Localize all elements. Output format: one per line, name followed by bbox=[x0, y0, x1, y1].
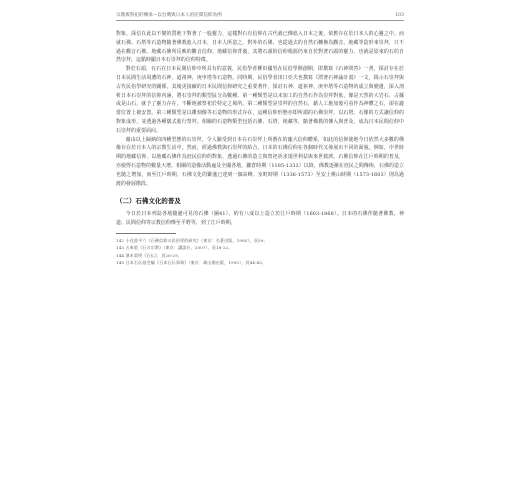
running-header bbox=[116, 12, 404, 21]
footnotes bbox=[116, 237, 404, 267]
footnote-145: 145 日本石仏協会編《日本石仏事典》（東京：雄山閣出版，1995），頁44-45。 bbox=[116, 260, 267, 266]
paragraph-2: 對於石頭，在石在日本民間信仰中所具有的意義，民俗學者柳田國男在民俗學開創期，即撰寫《石神問答》一書，探討存在於日本民間生活周遭的石神、道祖神、庚申塔等石造物。同時期，民俗學者田口亞夫也撰寫《漂著石神論計畫》一文，揭示石崇拜與古代民俗學研究的關係。其後更接續的日本民間信仰研究之重要著作，探討石神、道祖神、庚申塔等石造物的成立與變遷，深入剖析日本石崇拜的信仰內涵，將石崇拜的類型區分為數種。第一種類型是以未加工的自然石作為崇拜對象，像是天然的大岩石，占據或是山石，就予了靈力存在，不斷地被祭祀於特定之場所。第二種類型是崇拜的自然石，藉人工施加後可看作為神體之石，卻在適當位置上被安置。第三種類型是以雕刻像等石造物的形式存在，這種信仰形態亦即所謂的石佛崇拜，以石塔、石像的方式讓信仰的對象成形，並透過各種儀式進行祭拜。相關的石造物類型包括石佛、石塔、地藏等，隨著佛教的傳入與普及，成為日本民間信仰中石崇拜的重要面向。 bbox=[116, 66, 404, 134]
running-title: 宗教與祭祀的傳承—以台灣與日本人的民間信仰為例 bbox=[116, 13, 222, 18]
section-paragraph: 今日於日本列島各地隨處可見的石佛（圖41），約有八成以上造立於江戶時期（1603-1868）。日本的石佛伴隨著佛教、神道、民間信仰等宗教信仰傳至平野等，到了江戶時期， bbox=[116, 211, 404, 227]
section-gap bbox=[116, 188, 404, 197]
page-number: 103 bbox=[395, 13, 404, 18]
page-body bbox=[116, 30, 404, 267]
footnote-143: 143 五來重《石の宗教》（東京：講談社，2007），頁18-22。 bbox=[116, 245, 233, 251]
paragraph-1: 對象，深信在此以不變的質地下對著了一股靈力，這樣對石有信仰在古代就已傳進入日本之後，依舊存在於日本人的心靈之中。而就石佛、石塔等石造物隨著佛教進入日本，日本人所造之，對外的石佛，也從過去的自然石轉換為觀音、地藏等造形來崇拜，只不過在觀音石佛、地藏石佛所反映的觀音信仰、地藏信仰背後，其將石頭的信仰根源仍來自於對著石頭的靈力，也就是原來的石的自然崇拜，這點時顯日本石崇拜的信仰特徵。 bbox=[116, 31, 404, 64]
section-heading: （二）石佛文化的普及 bbox=[116, 197, 181, 206]
paragraph-3: 藉由以上歸納的四種型態的石崇拜，令人驗受到日本在石崇拜上所潛在的龐大信仰體系，如此的信仰使地今日依然大多數的佛像存在於日本人的宗教生活中。然而，經過佛教與石崇拜的結合，日本的石佛信仰在各個時代又發展出不同的面貌。例如，中世時期的地藏信仰，以地藏石佛作為庶民信仰的對象，透過石佛的造立與祭祀祈求現世利益與來世救濟。石佛信仰在江戶時期的普及，亦使得石造物的數量大增，相關的造像活動遍及全國各地。鎌倉時期（1185-1333）以降，佛教逐漸在庶民之間傳佈，石佛的造立也隨之增加，而至江戶時期，石佛文化的繁盛已達到一個高峰。室町時期（1336-1573）至安土桃山時期（1573-1603）則為過渡的發展階段。 bbox=[116, 136, 404, 187]
footnote-142: 142 小花波平六《石佛信仰の民俗學的研究》（東京：名著出版，1985），頁59。 bbox=[116, 237, 268, 243]
footnote-144: 144 澤木榮明《石仏》，頁26-29。 bbox=[116, 252, 182, 258]
footnote-divider bbox=[116, 233, 176, 234]
